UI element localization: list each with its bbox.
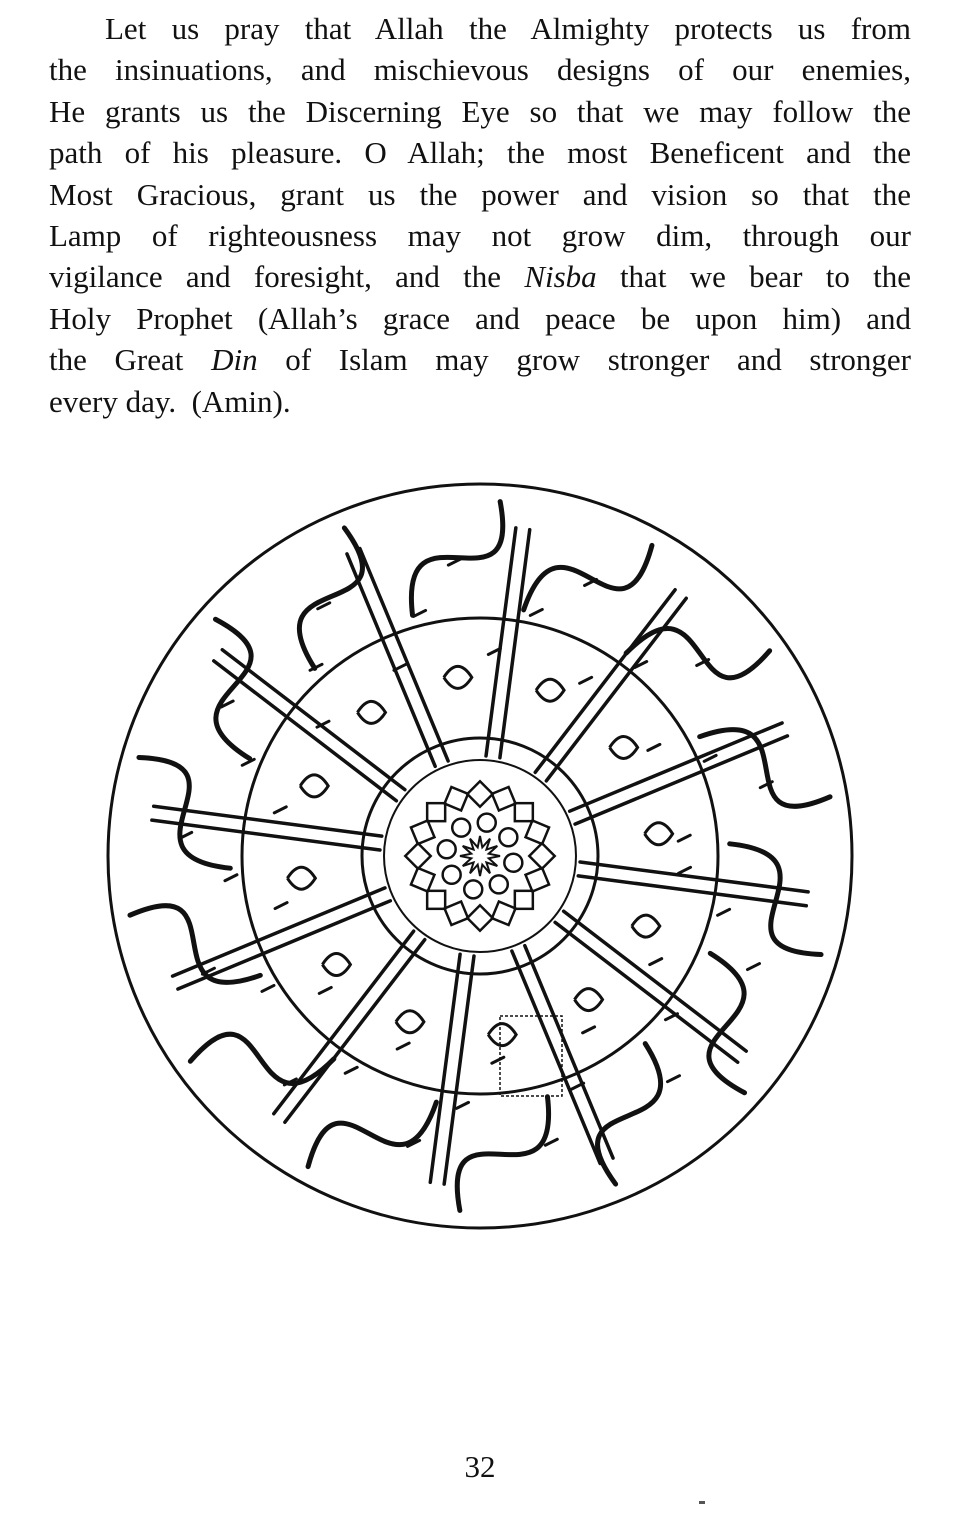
body-paragraph bbox=[49, 8, 911, 422]
diacritic-mark bbox=[530, 609, 542, 615]
rosette-loop bbox=[504, 854, 522, 872]
text-line bbox=[49, 298, 911, 339]
calligraphy-loop bbox=[299, 528, 362, 668]
middle-ring bbox=[242, 618, 718, 1094]
diacritic-mark bbox=[397, 1043, 409, 1049]
rosette-knot bbox=[467, 905, 492, 930]
calligraphy-loop bbox=[700, 729, 830, 806]
inner-ring bbox=[362, 738, 598, 974]
calligraphy-curl bbox=[287, 867, 315, 889]
diacritic-mark bbox=[457, 1102, 469, 1108]
rosette-loop bbox=[499, 828, 517, 846]
calligraphy-curl bbox=[610, 736, 638, 758]
italic-term: Din bbox=[211, 342, 258, 378]
rosette-knot bbox=[492, 902, 516, 926]
calligraphy-loop bbox=[598, 1044, 661, 1184]
rosette-knot bbox=[515, 891, 533, 909]
diacritic-mark bbox=[678, 835, 690, 841]
calligraphy-curl bbox=[536, 679, 564, 701]
rosette-loop bbox=[443, 866, 461, 884]
text-run: every day. (Amin). bbox=[49, 383, 291, 419]
diacritic-mark bbox=[345, 1067, 357, 1073]
rosette-knot bbox=[526, 868, 550, 892]
text-line bbox=[49, 91, 911, 132]
calligraphy-stroke bbox=[500, 530, 530, 758]
calligraphy-loop bbox=[215, 619, 251, 758]
diacritic-mark bbox=[650, 959, 662, 965]
rosette-knot bbox=[515, 803, 533, 821]
diacritic-mark bbox=[545, 1139, 557, 1145]
text-run: the Great bbox=[49, 342, 212, 378]
center-star bbox=[460, 836, 500, 876]
calligraphy-medallion-icon bbox=[100, 476, 860, 1236]
calligraphy-stroke bbox=[360, 549, 448, 761]
text-run: Most Gracious, grant us the power and vision so that the bbox=[49, 176, 911, 212]
diacritic-mark bbox=[580, 677, 592, 683]
text-line bbox=[49, 256, 911, 297]
rosette-loop bbox=[478, 814, 496, 832]
calligraphy-curl bbox=[645, 823, 673, 845]
diacritic-mark bbox=[718, 909, 730, 915]
diacritic-mark bbox=[648, 744, 660, 750]
rosette-loop bbox=[452, 819, 470, 837]
print-speck bbox=[699, 1501, 705, 1504]
rosette-knot bbox=[411, 821, 435, 845]
diacritic-mark bbox=[667, 1076, 679, 1082]
diacritic-mark bbox=[275, 903, 287, 909]
text-line bbox=[49, 215, 911, 256]
calligraphy-curl bbox=[357, 701, 385, 723]
rosette-loop bbox=[490, 875, 508, 893]
calligraphy-loop bbox=[411, 502, 502, 616]
italic-term: Nisba bbox=[524, 259, 597, 295]
diacritic-mark bbox=[448, 559, 460, 565]
calligraphy-stroke bbox=[274, 931, 414, 1114]
calligraphy-stroke bbox=[173, 888, 385, 976]
rosette-knot bbox=[526, 821, 550, 845]
text-line bbox=[49, 381, 911, 422]
calligraphy-loop bbox=[626, 629, 770, 678]
calligraphy-stroke bbox=[347, 554, 435, 766]
rosette-loop bbox=[438, 840, 456, 858]
diacritic-mark bbox=[225, 875, 237, 881]
calligraphy-loop bbox=[308, 1102, 436, 1166]
inner-ring-2 bbox=[384, 760, 576, 952]
text-line bbox=[49, 8, 911, 49]
text-run: path of his pleasure. O Allah; the most Beneficent and the bbox=[49, 135, 911, 171]
diacritic-mark bbox=[262, 985, 274, 991]
calligraphy-stroke bbox=[444, 956, 474, 1184]
diacritic-mark bbox=[414, 610, 426, 616]
diacritic-mark bbox=[583, 1027, 595, 1033]
calligraphy-curl bbox=[488, 1024, 516, 1046]
text-line bbox=[49, 339, 911, 380]
calligraphy-stroke bbox=[486, 528, 516, 756]
calligraphy-curl bbox=[444, 666, 472, 688]
calligraphy-stroke bbox=[430, 954, 460, 1182]
calligraphy-loop bbox=[524, 545, 652, 609]
text-run: Lamp of righteousness may not grow dim, through our bbox=[49, 217, 911, 253]
calligraphy-stroke bbox=[578, 876, 806, 906]
rosette-knot bbox=[411, 868, 435, 892]
text-run: He grants us the Discerning Eye so that we may follow the bbox=[49, 93, 911, 129]
calligraphy-curl bbox=[575, 989, 603, 1011]
page-number: 32 bbox=[464, 1449, 496, 1484]
rosette-knot bbox=[405, 843, 430, 868]
text-run: vigilance and foresight, and the bbox=[49, 259, 525, 295]
calligraphy-stroke bbox=[154, 806, 382, 836]
calligraphy-curl bbox=[300, 775, 328, 797]
text-run: Holy Prophet (Allah’s grace and peace be upon him) and bbox=[49, 300, 911, 336]
calligraphy-loop bbox=[457, 1097, 548, 1211]
text-line bbox=[49, 174, 911, 215]
text-run: Let us pray that Allah the Almighty protects us from bbox=[105, 11, 911, 46]
calligraphy-stroke bbox=[575, 736, 787, 824]
text-line bbox=[49, 132, 911, 173]
rosette-knot bbox=[492, 787, 516, 811]
medallion-drawing bbox=[100, 476, 860, 1236]
diacritic-mark bbox=[319, 987, 331, 993]
text-run: that we bear to the bbox=[596, 259, 911, 295]
diacritic-mark bbox=[274, 807, 286, 813]
calligraphy-curl bbox=[632, 915, 660, 937]
diacritic-mark bbox=[747, 964, 759, 970]
calligraphy-loop bbox=[709, 953, 745, 1092]
rosette-knot bbox=[427, 891, 445, 909]
calligraphy-loop bbox=[190, 1034, 334, 1083]
rosette-loop bbox=[464, 880, 482, 898]
calligraphy-stroke bbox=[580, 862, 808, 892]
calligraphy-stroke bbox=[525, 946, 613, 1158]
outer-ring bbox=[108, 484, 852, 1228]
rosette-knot bbox=[445, 902, 469, 926]
diacritic-mark bbox=[678, 867, 690, 873]
calligraphy-curl bbox=[396, 1011, 424, 1033]
rosette-knot bbox=[467, 781, 492, 806]
text-run: of Islam may grow stronger and stronger bbox=[257, 342, 912, 378]
rosette-knot bbox=[445, 787, 469, 811]
rosette-knot bbox=[427, 803, 445, 821]
text-line bbox=[49, 49, 911, 90]
diacritic-mark bbox=[492, 1057, 504, 1063]
calligraphy-stroke bbox=[512, 951, 600, 1163]
calligraphy-stroke bbox=[546, 598, 686, 781]
rosette-knot bbox=[529, 843, 554, 868]
calligraphy-curl bbox=[322, 954, 350, 976]
calligraphy-loop bbox=[130, 906, 260, 983]
text-run: the insinuations, and mischievous designs of our enemies, bbox=[49, 52, 911, 88]
